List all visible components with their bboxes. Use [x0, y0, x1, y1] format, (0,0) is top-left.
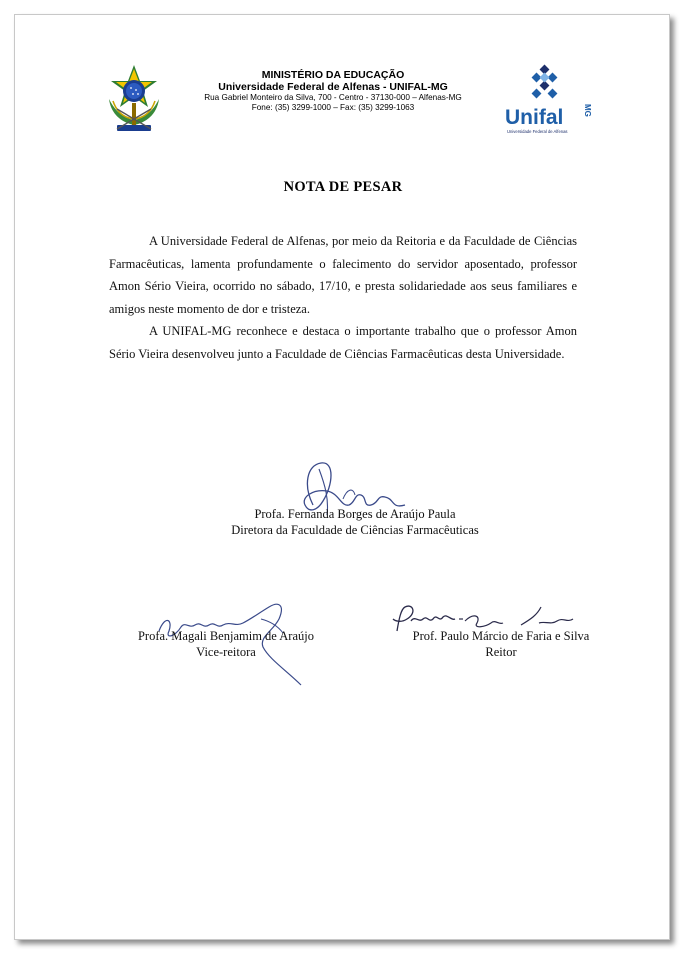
logo-suffix: MG — [583, 104, 592, 117]
ministry-name: MINISTÉRIO DA EDUCAÇÃO — [261, 69, 405, 81]
document-page — [14, 14, 670, 940]
document-title: NOTA DE PESAR — [283, 179, 403, 195]
rector-signature-block — [371, 628, 631, 660]
document-body — [109, 230, 577, 365]
university-name: Universidade Federal de Alfenas - UNIFAL-MG — [218, 81, 448, 93]
brazil-coat-of-arms-icon — [103, 63, 165, 135]
director-name: Profa. Fernanda Borges de Araújo Paula — [254, 507, 456, 521]
director-role: Diretora da Faculdade de Ciências Farmacêuticas — [231, 523, 479, 537]
rector-name: Prof. Paulo Márcio de Faria e Silva — [412, 629, 590, 643]
vice-rector-signature-block — [111, 628, 341, 660]
unifal-logo-icon — [499, 62, 591, 142]
vice-rector-name: Profa. Magali Benjamim de Araújo — [137, 629, 314, 643]
body-paragraph: A UNIFAL-MG reconhece e destaca o importante trabalho que o professor Amon Sério Vieira desenvolveu junto a Faculdade de Ciências Farmacêuticas desta Universidade. — [109, 324, 577, 361]
body-paragraph: A Universidade Federal de Alfenas, por meio da Reitoria e da Faculdade de Ciências Farmacêuticas, lamenta profundamente o falecimento do servidor aposentado, professor Amon Sério Vieira, ocorrido no sábado, 17/10, e presta solidariedade aos seus familiares e amigos neste momento de dor e tristeza. — [109, 234, 577, 316]
vice-rector-role: Vice-reitora — [196, 645, 256, 659]
letterhead — [175, 69, 491, 113]
logo-text: Unifal — [505, 106, 564, 129]
director-signature-block — [195, 506, 515, 538]
university-address: Rua Gabriel Monteiro da Silva, 700 - Centro - 37130-000 – Alfenas-MG — [204, 93, 462, 102]
logo-tagline: Universidade Federal de Alfenas — [507, 129, 568, 134]
rector-role: Reitor — [485, 645, 517, 659]
university-phone: Fone: (35) 3299-1000 – Fax: (35) 3299-1063 — [251, 103, 415, 112]
